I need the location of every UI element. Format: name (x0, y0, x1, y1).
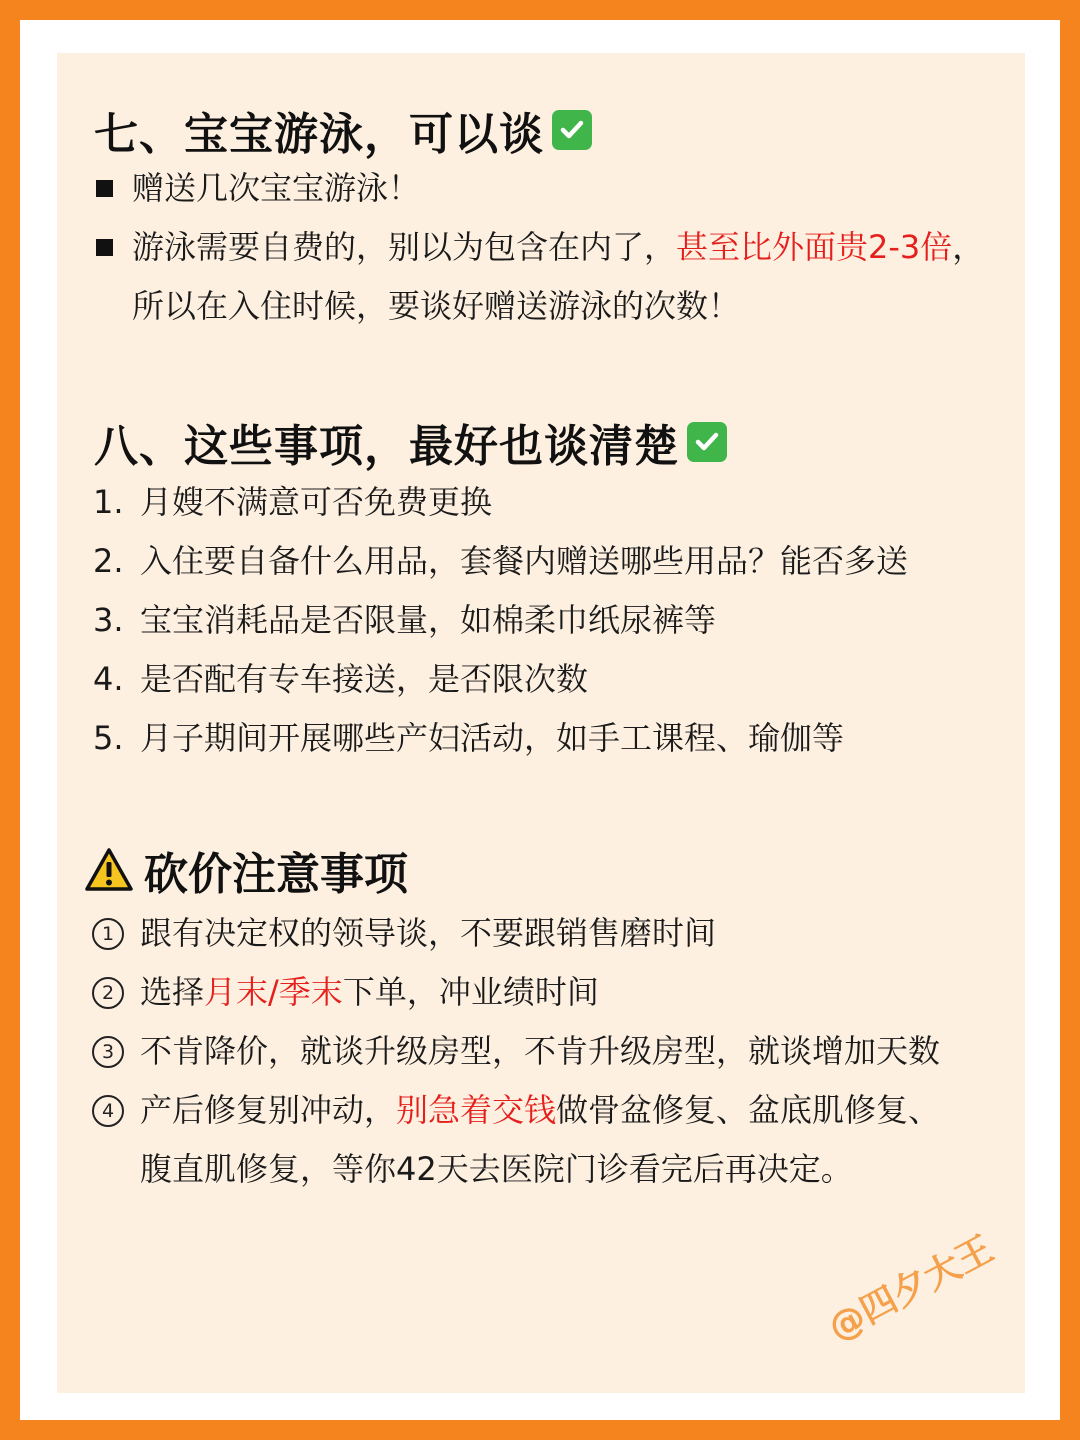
section7-item-2-part1: 游泳需要自费的，别以为包含在内了， (132, 228, 677, 266)
check-mark-icon (687, 422, 727, 462)
bargain-item-3: 不肯降价，就谈升级房型，不肯升级房型，就谈增加天数 (140, 1032, 941, 1070)
section7-item-2-line2: 所以在入住时候，要谈好赠送游泳的次数！ (132, 287, 741, 325)
section7-item-2-part2: ， (952, 228, 985, 266)
bargain-item-4-line2: 腹直肌修复，等你42天去医院门诊看完后再决定。 (140, 1150, 853, 1188)
bargain-item-2-pre: 选择 (140, 973, 205, 1011)
section7-item-2 (132, 227, 984, 267)
bargain-item-4 (140, 1090, 940, 1130)
section8-item-1: 月嫂不满意可否免费更换 (140, 483, 493, 521)
section8-item-5: 月子期间开展哪些产妇活动，如手工课程、瑜伽等 (140, 719, 845, 757)
warning-icon (84, 847, 134, 893)
section8-item-4: 是否配有专车接送，是否限次数 (140, 660, 589, 698)
bargain-title-text: 砍价注意事项 (144, 849, 408, 900)
author-watermark: @四夕大王 (821, 1228, 1001, 1350)
circled-number: 1 (92, 918, 124, 950)
circled-number: 2 (92, 977, 124, 1009)
check-mark-icon (552, 110, 592, 150)
bargain-item-2 (140, 972, 599, 1012)
bargain-item-4-post: 做骨盆修复、盆底肌修复、 (556, 1091, 941, 1129)
list-number: 4. (93, 660, 124, 698)
square-bullet-icon (96, 180, 113, 197)
circled-number: 4 (92, 1095, 124, 1127)
section7-item-2-highlight: 甚至比外面贵2-3倍 (676, 228, 953, 266)
list-number: 1. (93, 483, 124, 521)
bargain-item-2-post: 下单，冲业绩时间 (342, 973, 599, 1011)
bargain-item-2-highlight: 月末/季末 (204, 973, 343, 1011)
bargain-item-4-pre: 产后修复别冲动， (140, 1091, 397, 1129)
bargain-title (84, 838, 408, 902)
bargain-item-4-highlight: 别急着交钱 (396, 1091, 557, 1129)
section7-item-1: 赠送几次宝宝游泳！ (132, 169, 421, 207)
list-number: 3. (93, 601, 124, 639)
circled-number: 3 (92, 1036, 124, 1068)
section7-title (94, 98, 592, 162)
section8-item-3: 宝宝消耗品是否限量，如棉柔巾纸尿裤等 (140, 601, 717, 639)
list-number: 2. (93, 542, 124, 580)
section8-title-text: 八、这些事项，最好也谈清楚 (94, 421, 679, 472)
section8-title (94, 410, 727, 474)
list-number: 5. (93, 719, 124, 757)
section8-item-2: 入住要自备什么用品，套餐内赠送哪些用品？能否多送 (140, 542, 909, 580)
section7-title-text: 七、宝宝游泳，可以谈 (94, 109, 544, 160)
square-bullet-icon (96, 239, 113, 256)
bargain-item-1: 跟有决定权的领导谈，不要跟销售磨时间 (140, 914, 717, 952)
